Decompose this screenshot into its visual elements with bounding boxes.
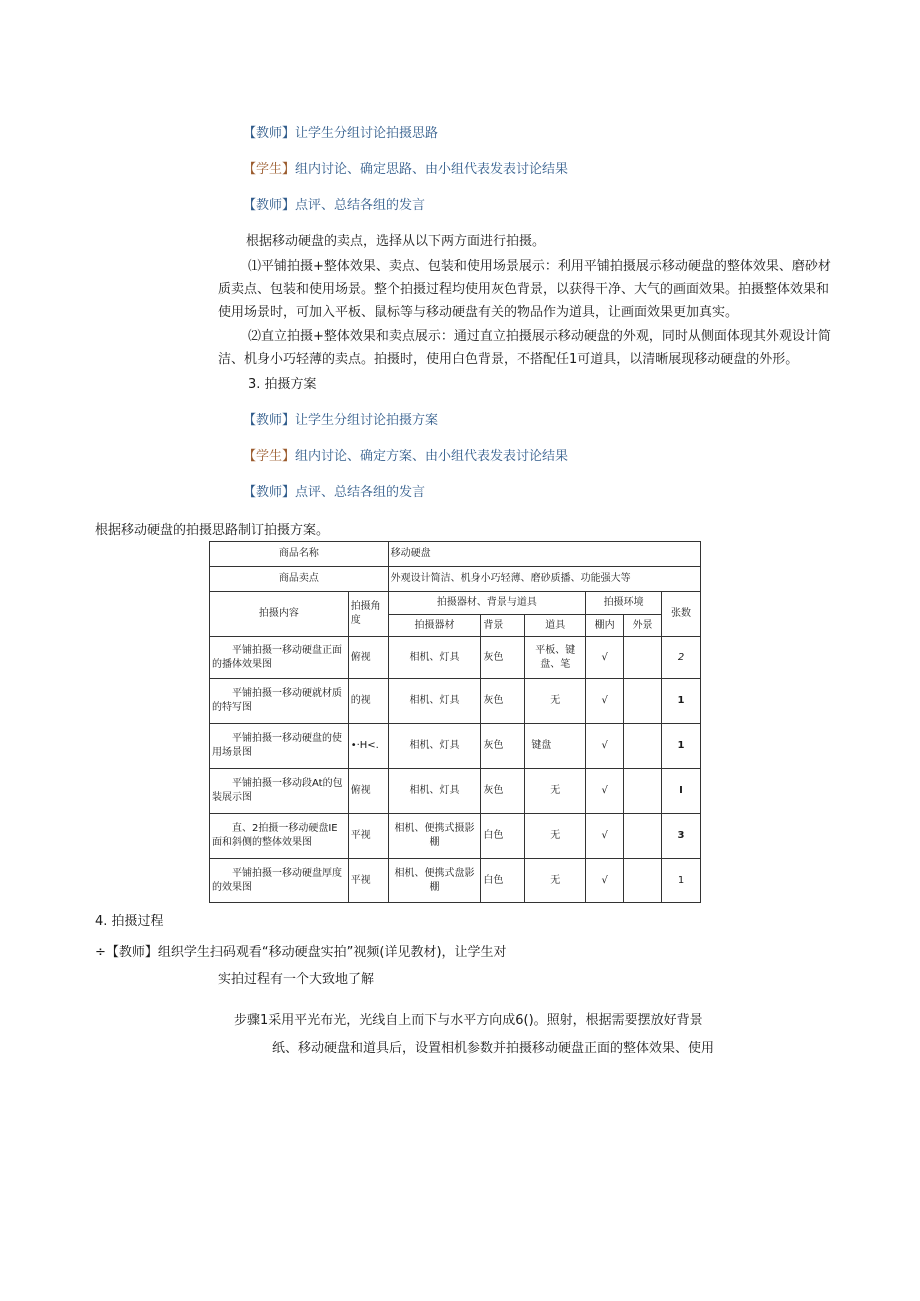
- cell-indoor: √: [586, 679, 624, 724]
- selling-points-row: [210, 567, 701, 592]
- header-env-group: 拍摄环境: [586, 592, 662, 615]
- header-props: 道具: [525, 615, 586, 637]
- process-text-1: 组织学生扫码观看“移动硬盘实拍”视频(详见教材)，让学生对: [157, 945, 507, 960]
- selling-points-value: 外观设计简洁、机身小巧轻薄、磨砂质播、功能强大等: [388, 567, 700, 592]
- cell-indoor: √: [586, 814, 624, 859]
- header-row-1: [210, 592, 701, 615]
- teacher-text: 让学生分组讨论拍摄思路: [295, 126, 439, 141]
- product-name-value: 移动硬盘: [388, 542, 700, 567]
- table-row: [210, 724, 701, 769]
- cell-equip: 相机、便携式摄影棚: [388, 814, 481, 859]
- cell-outdoor: [624, 814, 662, 859]
- cell-bg: 灰色: [481, 637, 525, 679]
- teacher-line-3: [243, 412, 438, 430]
- teacher-tag: 【教师】: [243, 485, 296, 500]
- cell-count: 1: [662, 724, 701, 769]
- cell-indoor: √: [586, 637, 624, 679]
- table-row: [210, 637, 701, 679]
- student-line-1: [243, 161, 568, 179]
- cell-outdoor: [624, 724, 662, 769]
- cell-equip: 相机、便携式盘影棚: [388, 859, 481, 903]
- teacher-tag: 【教师】: [243, 126, 296, 141]
- student-tag: 【学生】: [243, 449, 296, 464]
- table-row: [210, 679, 701, 724]
- cell-props: 无: [525, 679, 586, 724]
- cell-content: 平铺拍摄一移动硬盘正面的播体效果图: [210, 637, 349, 679]
- student-tag: 【学生】: [243, 162, 296, 177]
- intro-text: 根据移动硬盘的卖点，选择从以下两方面进行拍摄。: [246, 234, 546, 249]
- cell-indoor: √: [586, 724, 624, 769]
- cell-equip: 相机、灯具: [388, 724, 481, 769]
- table-row: [210, 769, 701, 814]
- teacher-text: 点评、总结各组的发言: [295, 198, 426, 213]
- section-3-heading: 3. 拍摄方案: [248, 377, 317, 392]
- cell-angle: 平视: [348, 859, 388, 903]
- section-4-heading: 4. 拍摄过程: [95, 914, 164, 929]
- student-line-2: [243, 448, 568, 466]
- cell-angle: 的视: [348, 679, 388, 724]
- header-count: 张数: [662, 592, 701, 637]
- cell-indoor: √: [586, 859, 624, 903]
- cell-equip: 相机、灯具: [388, 679, 481, 724]
- table-intro: 根据移动硬盘的拍摄思路制订拍摄方案。: [95, 523, 330, 538]
- cell-outdoor: [624, 859, 662, 903]
- cell-equip: 相机、灯具: [388, 637, 481, 679]
- cell-angle: 平视: [348, 814, 388, 859]
- product-name-label: 商品名称: [210, 542, 389, 567]
- cell-bg: 灰色: [481, 769, 525, 814]
- product-name-row: [210, 542, 701, 567]
- table-row: [210, 859, 701, 903]
- process-prefix: ÷: [95, 945, 106, 960]
- student-text: 组内讨论、确定方案、由小组代表发表讨论结果: [295, 449, 569, 464]
- table-row: [210, 814, 701, 859]
- cell-count: 1: [662, 859, 701, 903]
- cell-angle: 俯视: [348, 769, 388, 814]
- header-outdoor: 外景: [624, 615, 662, 637]
- process-line-1: [95, 944, 507, 962]
- teacher-tag: 【教师】: [243, 413, 296, 428]
- step-1-line-1: 步骤1采用平光布光，光线自上而下与水平方向成6()。照射，根据需要摆放好背景: [234, 1013, 703, 1028]
- cell-content: 平铺拍摄一移动段At的包装展示图: [210, 769, 349, 814]
- point-1: ⑴平铺拍摄+整体效果、卖点、包装和使用场景展示：利用平铺拍摄展示移动硬盘的整体效果、磨砂材质卖点、包装和使用场景。整个拍摄过程均使用灰色背景，以获得干净、大气的画面效果。拍摄整体效果和使用场景时，可加入平板、鼠标等与移动硬盘有关的物品作为道具，让画面效果更加真实。: [218, 259, 831, 320]
- header-angle: 拍摄角度: [348, 592, 388, 637]
- cell-content: 平铺拍摄一移动硬盘厚度的效果图: [210, 859, 349, 903]
- teacher-line-4: [243, 484, 425, 502]
- teacher-line-1: [243, 125, 438, 143]
- header-equip: 拍摄器材: [388, 615, 481, 637]
- cell-props: 无: [525, 769, 586, 814]
- student-text: 组内讨论、确定思路、由小组代表发表讨论结果: [295, 162, 569, 177]
- header-bg: 背景: [481, 615, 525, 637]
- header-equip-group: 拍摄器材、背景与道具: [388, 592, 586, 615]
- cell-content: 直、2拍摄一移动硬盘IE面和斜侧的整体效果图: [210, 814, 349, 859]
- selling-points-label: 商品卖点: [210, 567, 389, 592]
- cell-bg: 灰色: [481, 724, 525, 769]
- cell-content: 平铺拍摄一移动硬就材质的特写图: [210, 679, 349, 724]
- header-content: 拍摄内容: [210, 592, 349, 637]
- cell-bg: 白色: [481, 814, 525, 859]
- cell-equip: 相机、灯具: [388, 769, 481, 814]
- cell-count: 3: [662, 814, 701, 859]
- cell-indoor: √: [586, 769, 624, 814]
- cell-props: 无: [525, 859, 586, 903]
- shooting-plan-table: [209, 541, 701, 903]
- teacher-text: 让学生分组讨论拍摄方案: [295, 413, 439, 428]
- step-1-line-2: 纸、移动硬盘和道具后，设置相机参数并拍摄移动硬盘正面的整体效果、使用: [272, 1041, 715, 1056]
- cell-bg: 白色: [481, 859, 525, 903]
- cell-props: 无: [525, 814, 586, 859]
- header-indoor: 棚内: [586, 615, 624, 637]
- cell-count: 2: [662, 637, 701, 679]
- cell-bg: 灰色: [481, 679, 525, 724]
- cell-count: I: [662, 769, 701, 814]
- cell-angle: 俯视: [348, 637, 388, 679]
- cell-angle: •·H<.: [348, 724, 388, 769]
- teacher-text: 点评、总结各组的发言: [295, 485, 426, 500]
- teacher-tag: 【教师】: [243, 198, 296, 213]
- teacher-tag: 【教师】: [105, 945, 158, 960]
- point-2: ⑵直立拍摄+整体效果和卖点展示：通过直立拍摄展示移动硬盘的外观，同时从侧面体现其外观设计简洁、机身小巧轻薄的卖点。拍摄时，使用白色背景，不搭配任1可道具，以清晰展现移动硬盘的外形。: [218, 329, 831, 367]
- cell-props: 平板、键盘、笔: [525, 637, 586, 679]
- cell-outdoor: [624, 769, 662, 814]
- process-line-2: 实拍过程有一个大致地了解: [218, 972, 375, 987]
- cell-content: 平铺拍摄一移动硬盘的使用场景图: [210, 724, 349, 769]
- cell-props: 键盘: [525, 724, 586, 769]
- cell-count: 1: [662, 679, 701, 724]
- cell-outdoor: [624, 679, 662, 724]
- cell-outdoor: [624, 637, 662, 679]
- teacher-line-2: [243, 197, 425, 215]
